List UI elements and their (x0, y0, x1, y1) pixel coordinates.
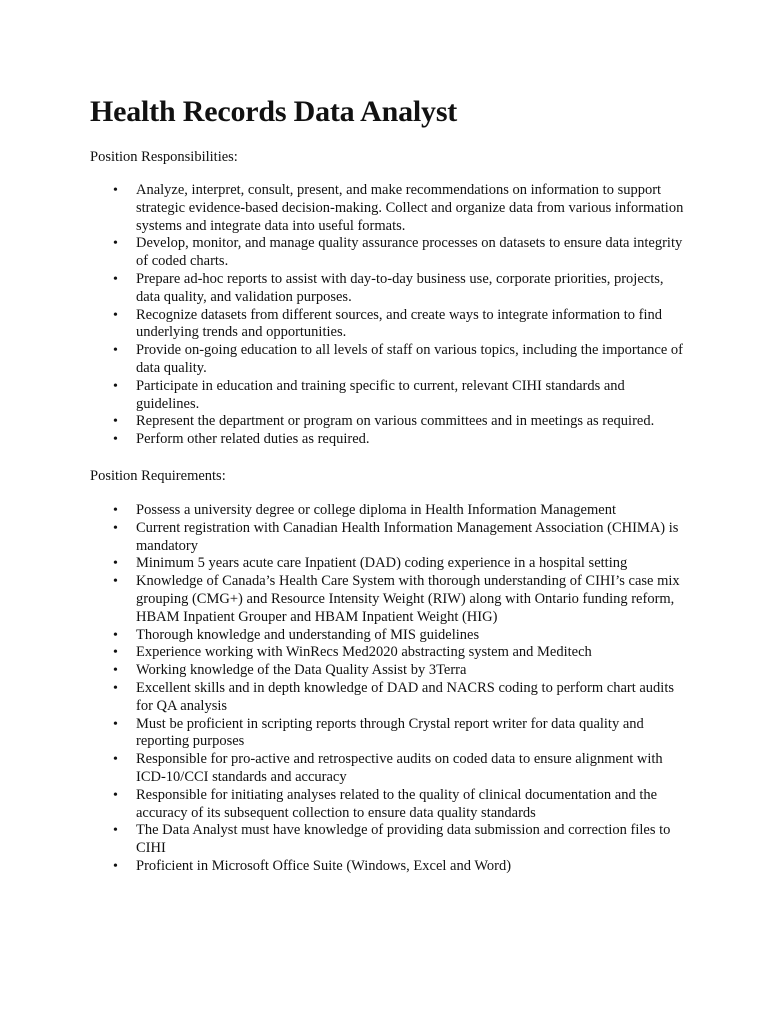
requirement-item (90, 555, 690, 573)
responsibility-item (90, 342, 690, 378)
bullet-icon: • (113, 271, 118, 287)
requirement-item (90, 662, 690, 680)
responsibility-item (90, 271, 690, 307)
bullet-icon: • (113, 183, 118, 198)
requirement-item (90, 716, 690, 752)
responsibility-item-text: Analyze, interpret, consult, present, and make recommendations on information to support strategic evidence-based decision-making. Collect and organize data from various information systems and integrate data into useful formats. (136, 182, 684, 234)
requirement-item (90, 787, 690, 823)
requirement-item-text: Responsible for initiating analyses related to the quality of clinical documentation and the accuracy of its subsequent collection to ensure data quality standards (136, 786, 658, 821)
bullet-icon: • (113, 432, 118, 448)
bullet-icon: • (113, 645, 118, 661)
bullet-icon: • (113, 680, 118, 696)
requirement-item (90, 627, 690, 645)
requirement-item-text: Proficient in Microsoft Office Suite (Windows, Excel and Word) (136, 857, 512, 874)
bullet-icon: • (113, 574, 118, 590)
requirement-item (90, 502, 690, 520)
requirement-item (90, 520, 690, 556)
responsibility-item-text: Recognize datasets from different sources, and create ways to integrate information to find underlying trends and opportunities. (136, 306, 662, 341)
bullet-icon: • (113, 414, 118, 430)
requirement-item (90, 680, 690, 716)
requirement-item (90, 644, 690, 662)
requirement-item (90, 573, 690, 626)
requirement-item (90, 858, 690, 876)
bullet-icon: • (113, 378, 118, 394)
responsibility-item-text: Represent the department or program on various committees and in meetings as required. (136, 413, 655, 430)
responsibility-item-text: Provide on-going education to all levels of staff on various topics, including the importance of data quality. (136, 342, 683, 376)
responsibility-item (90, 378, 690, 414)
requirement-item-text: Possess a university degree or college diploma in Health Information Management (136, 501, 616, 518)
bullet-icon: • (113, 520, 118, 536)
responsibility-item (90, 413, 690, 431)
bullet-icon: • (113, 502, 118, 518)
responsibility-item (90, 235, 690, 271)
bullet-icon: • (113, 627, 118, 643)
bullet-icon: • (113, 556, 118, 572)
requirement-item-text: Knowledge of Canada’s Health Care System with thorough understanding of CIHI’s case mix grouping (CMG+) and Resource Intensity Weight (RIW) along with Ontario funding reform, HBAM Inpatient Grouper and HBAM Inpatient Weight (HIG) (136, 573, 680, 625)
bullet-icon: • (113, 307, 118, 323)
requirement-item (90, 822, 690, 858)
responsibility-item-text: Develop, monitor, and manage quality assurance processes on datasets to ensure data integrity of coded charts. (136, 235, 683, 270)
responsibility-item-text: Participate in education and training specific to current, relevant CIHI standards and guidelines. (136, 377, 625, 412)
document-title: Health Records Data Analyst (90, 95, 458, 128)
bullet-icon: • (113, 236, 118, 252)
requirement-item (90, 751, 690, 787)
requirement-item-text: Thorough knowledge and understanding of MIS guidelines (136, 626, 480, 643)
requirement-item-text: Minimum 5 years acute care Inpatient (DAD) coding experience in a hospital setting (136, 555, 628, 572)
responsibility-item-text: Perform other related duties as required. (136, 431, 370, 448)
bullet-icon: • (113, 858, 118, 874)
bullet-icon: • (113, 787, 118, 803)
bullet-icon: • (113, 752, 118, 768)
responsibilities-heading: Position Responsibilities: (90, 149, 238, 165)
requirement-item-text: Experience working with WinRecs Med2020 abstracting system and Meditech (136, 644, 592, 661)
bullet-icon: • (113, 663, 118, 679)
responsibility-item (90, 182, 690, 235)
responsibilities-list (90, 182, 690, 449)
requirement-item-text: Responsible for pro-active and retrospective audits on coded data to ensure alignment with ICD-10/CCI standards and accuracy (136, 751, 663, 785)
requirement-item-text: Must be proficient in scripting reports through Crystal report writer for data quality and reporting purposes (136, 715, 644, 750)
requirement-item-text: The Data Analyst must have knowledge of providing data submission and correction files to CIHI (136, 822, 671, 857)
requirement-item-text: Current registration with Canadian Health Information Management Association (CHIMA) is mandatory (136, 519, 679, 554)
requirement-item-text: Excellent skills and in depth knowledge of DAD and NACRS coding to perform chart audits for QA analysis (136, 679, 675, 714)
responsibility-item (90, 431, 690, 449)
bullet-icon: • (113, 343, 118, 359)
bullet-icon: • (113, 823, 118, 839)
responsibility-item-text: Prepare ad-hoc reports to assist with day-to-day business use, corporate priorities, projects, data quality, and validation purposes. (136, 270, 664, 305)
responsibility-item (90, 307, 690, 343)
bullet-icon: • (113, 716, 118, 732)
document-page (90, 94, 690, 876)
requirements-list (90, 502, 690, 876)
requirements-heading: Position Requirements: (90, 467, 226, 484)
requirement-item-text: Working knowledge of the Data Quality Assist by 3Terra (136, 662, 467, 679)
